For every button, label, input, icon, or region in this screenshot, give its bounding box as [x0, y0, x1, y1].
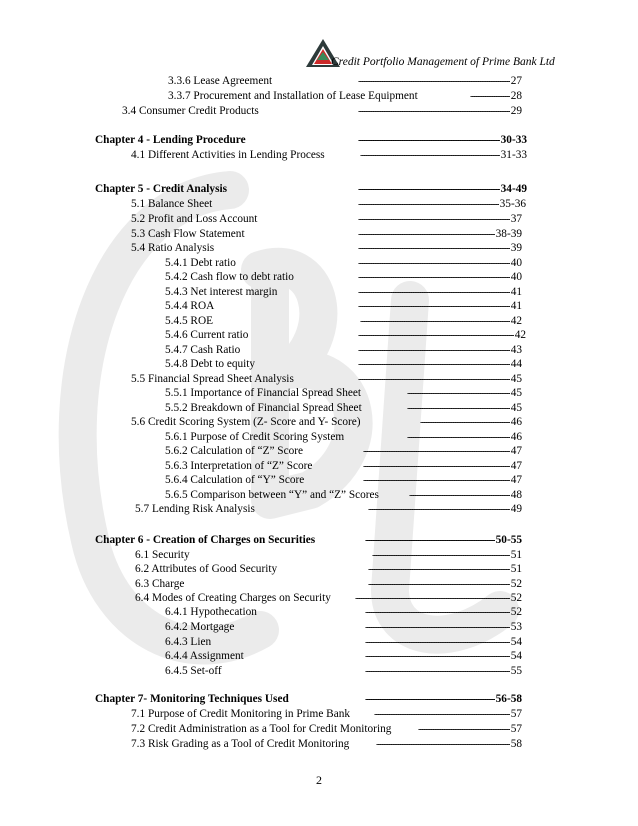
toc-dot-leader: [374, 707, 510, 721]
toc-entry: [0, 707, 638, 721]
toc-entry-title: 5.3 Cash Flow Statement: [131, 228, 245, 240]
toc-dot-leader: [358, 197, 499, 211]
toc-entry: [0, 357, 638, 371]
toc-dot-leader: [358, 212, 510, 226]
toc-dot-leader: [368, 562, 510, 576]
toc-dot-leader: [365, 605, 510, 619]
toc-entry: [0, 722, 638, 736]
toc-entry-page: 52: [510, 606, 522, 618]
toc-entry-page: 27: [510, 75, 522, 87]
toc-entry-page: 45: [510, 387, 522, 399]
toc-entry-title: 6.1 Security: [135, 549, 190, 561]
page-number: 2: [316, 773, 322, 787]
toc-entry: [0, 444, 638, 458]
toc-entry-page: 48: [510, 489, 522, 501]
toc-entry-page: 47: [510, 474, 522, 486]
toc-entry-title: 6.4.1 Hypothecation: [165, 606, 257, 618]
toc-entry: [0, 488, 638, 502]
toc-entry-page: 54: [510, 636, 522, 648]
toc-entry-title: 5.4.7 Cash Ratio: [165, 344, 241, 356]
toc-entry-title: 6.4.2 Mortgage: [165, 621, 235, 633]
toc-dot-leader: [358, 343, 510, 357]
toc-entry: [0, 401, 638, 415]
toc-dot-leader: [363, 459, 510, 473]
toc-chapter-entry: [0, 692, 638, 706]
toc-entry-page: 30-33: [500, 134, 527, 146]
toc-entry-title: Chapter 4 - Lending Procedure: [95, 134, 246, 146]
toc-entry-page: 41: [510, 300, 522, 312]
toc-entry-page: 52: [510, 592, 522, 604]
toc-entry-page: 49: [510, 503, 522, 515]
toc-entry-title: 5.4.5 ROE: [165, 315, 214, 327]
toc-dot-leader: [358, 256, 510, 270]
toc-entry-page: 47: [510, 445, 522, 457]
toc-entry-title: 4.1 Different Activities in Lending Process: [131, 149, 325, 161]
toc-entry: [0, 664, 638, 678]
toc-entry: [0, 620, 638, 634]
toc-entry-page: 50-55: [495, 534, 522, 546]
toc-entry-page: 39: [510, 242, 522, 254]
toc-entry: [0, 212, 638, 226]
toc-entry: [0, 74, 638, 88]
toc-dot-leader: [420, 415, 510, 429]
toc-entry-page: 43: [510, 344, 522, 356]
toc-entry-title: 5.7 Lending Risk Analysis: [135, 503, 255, 515]
toc-entry: [0, 285, 638, 299]
toc-dot-leader: [407, 386, 510, 400]
toc-entry-page: 42: [514, 329, 526, 341]
toc-entry-page: 46: [510, 431, 522, 443]
toc-dot-leader: [365, 649, 510, 663]
toc-entry: [0, 89, 638, 103]
toc-entry: [0, 548, 638, 562]
toc-entry-title: 5.6.2 Calculation of “Z” Score: [165, 445, 304, 457]
toc-entry: [0, 328, 638, 342]
toc-entry-page: 29: [510, 105, 522, 117]
toc-entry-title: 6.4.3 Lien: [165, 636, 212, 648]
toc-entry-page: 41: [510, 286, 522, 298]
toc-entry-title: Chapter 6 - Creation of Charges on Securities: [95, 534, 316, 546]
toc-dot-leader: [358, 299, 510, 313]
toc-dot-leader: [358, 328, 514, 342]
toc-entry-page: 40: [510, 271, 522, 283]
toc-chapter-entry: [0, 533, 638, 547]
toc-entry-title: 7.3 Risk Grading as a Tool of Credit Monitoring: [131, 738, 350, 750]
toc-entry: [0, 562, 638, 576]
toc-dot-leader: [407, 401, 510, 415]
toc-entry-page: 34-49: [500, 183, 527, 195]
toc-dot-leader: [358, 74, 510, 88]
toc-entry: [0, 241, 638, 255]
toc-dot-leader: [365, 664, 510, 678]
toc-entry-title: 5.4.6 Current ratio: [165, 329, 249, 341]
toc-entry-title: 5.4 Ratio Analysis: [131, 242, 215, 254]
running-header: Credit Portfolio Management of Prime Bank Ltd: [331, 56, 555, 68]
toc-entry: [0, 591, 638, 605]
toc-dot-leader: [372, 548, 510, 562]
toc-entry: [0, 343, 638, 357]
toc-entry-title: 5.6.4 Calculation of “Y” Score: [165, 474, 305, 486]
toc-entry-title: 5.4.8 Debt to equity: [165, 358, 256, 370]
toc-entry-title: 5.5.1 Importance of Financial Spread Sheet: [165, 387, 362, 399]
toc-entry: [0, 635, 638, 649]
toc-entry: [0, 227, 638, 241]
toc-dot-leader: [365, 620, 510, 634]
toc-entry-page: 42: [510, 315, 522, 327]
toc-dot-leader: [360, 314, 510, 328]
toc-chapter-entry: [0, 182, 638, 196]
toc-entry-page: 45: [510, 402, 522, 414]
toc-entry-page: 28: [510, 90, 522, 102]
toc-dot-leader: [358, 133, 500, 147]
toc-entry: [0, 104, 638, 118]
toc-entry-page: 40: [510, 257, 522, 269]
toc-dot-leader: [358, 357, 510, 371]
toc-entry-title: Chapter 5 - Credit Analysis: [95, 183, 228, 195]
toc-entry-page: 45: [510, 373, 522, 385]
toc-entry-title: 6.3 Charge: [135, 578, 185, 590]
toc-dot-leader: [365, 533, 495, 547]
toc-entry-title: 6.4.4 Assignment: [165, 650, 244, 662]
toc-entry-title: 3.3.7 Procurement and Installation of Lease Equipment: [168, 90, 418, 102]
toc-entry-page: 53: [510, 621, 522, 633]
toc-dot-leader: [358, 227, 495, 241]
toc-entry: [0, 415, 638, 429]
toc-entry: [0, 459, 638, 473]
toc-dot-leader: [358, 285, 510, 299]
toc-dot-leader: [365, 635, 510, 649]
toc-dot-leader: [418, 722, 510, 736]
toc-entry-page: 51: [510, 549, 522, 561]
toc-entry: [0, 737, 638, 751]
toc-entry-title: 5.5 Financial Spread Sheet Analysis: [131, 373, 294, 385]
toc-dot-leader: [358, 372, 510, 386]
toc-entry-page: 35-36: [499, 198, 526, 210]
toc-dot-leader: [470, 89, 510, 103]
toc-entry-title: 7.1 Purpose of Credit Monitoring in Prime Bank: [131, 708, 351, 720]
toc-dot-leader: [409, 488, 510, 502]
toc-entry-title: 5.4.1 Debt ratio: [165, 257, 236, 269]
toc-entry: [0, 502, 638, 516]
toc-entry: [0, 386, 638, 400]
toc-entry-page: 54: [510, 650, 522, 662]
toc-entry-title: 5.4.4 ROA: [165, 300, 215, 312]
toc-chapter-entry: [0, 133, 638, 147]
toc-entry-title: 7.2 Credit Administration as a Tool for Credit Monitoring: [131, 723, 392, 735]
toc-entry-title: 3.3.6 Lease Agreement: [168, 75, 273, 87]
toc-entry: [0, 473, 638, 487]
toc-entry-title: 5.5.2 Breakdown of Financial Spread Sheet: [165, 402, 362, 414]
toc-entry-page: 31-33: [500, 149, 527, 161]
toc-entry-title: 3.4 Consumer Credit Products: [122, 105, 259, 117]
toc-entry-title: 5.6.3 Interpretation of “Z” Score: [165, 460, 313, 472]
toc-entry: [0, 372, 638, 386]
toc-entry-page: 55: [510, 665, 522, 677]
toc-dot-leader: [407, 430, 510, 444]
toc-entry-page: 57: [510, 708, 522, 720]
toc-entry-page: 58: [510, 738, 522, 750]
toc-entry-title: 5.4.3 Net interest margin: [165, 286, 278, 298]
toc-entry-page: 47: [510, 460, 522, 472]
toc-entry-page: 46: [510, 416, 522, 428]
toc-entry: [0, 605, 638, 619]
toc-entry-title: 5.2 Profit and Loss Account: [131, 213, 258, 225]
toc-entry: [0, 256, 638, 270]
toc-dot-leader: [368, 502, 510, 516]
toc-entry: [0, 148, 638, 162]
toc-entry-page: 57: [510, 723, 522, 735]
toc-dot-leader: [358, 104, 510, 118]
toc-entry-title: 5.1 Balance Sheet: [131, 198, 213, 210]
toc-dot-leader: [358, 241, 510, 255]
toc-entry: [0, 299, 638, 313]
toc-entry-page: 56-58: [495, 693, 522, 705]
toc-entry-title: 6.4 Modes of Creating Charges on Security: [135, 592, 331, 604]
toc-entry-title: 5.4.2 Cash flow to debt ratio: [165, 271, 294, 283]
toc-dot-leader: [358, 270, 510, 284]
toc-entry-page: 44: [510, 358, 522, 370]
toc-entry: [0, 270, 638, 284]
toc-dot-leader: [363, 444, 510, 458]
toc-dot-leader: [376, 737, 510, 751]
toc-entry-title: 6.2 Attributes of Good Security: [135, 563, 278, 575]
toc-dot-leader: [365, 692, 495, 706]
toc-dot-leader: [363, 473, 510, 487]
toc-entry: [0, 577, 638, 591]
toc-entry: [0, 314, 638, 328]
toc-entry-title: 5.6.1 Purpose of Credit Scoring System: [165, 431, 345, 443]
toc-entry-page: 51: [510, 563, 522, 575]
toc-dot-leader: [358, 182, 500, 196]
toc-dot-leader: [360, 148, 500, 162]
toc-entry-page: 37: [510, 213, 522, 225]
toc-entry-page: 52: [510, 578, 522, 590]
toc-entry-page: 38-39: [495, 228, 522, 240]
toc-entry: [0, 197, 638, 211]
toc-entry-title: 6.4.5 Set-off: [165, 665, 222, 677]
toc-dot-leader: [368, 577, 510, 591]
toc-entry-title: 5.6 Credit Scoring System (Z- Score and Y- Score): [131, 416, 361, 428]
toc-entry: [0, 649, 638, 663]
toc-dot-leader: [355, 591, 510, 605]
toc-entry-title: Chapter 7- Monitoring Techniques Used: [95, 693, 289, 705]
toc-entry-title: 5.6.5 Comparison between “Y” and “Z” Scores: [165, 489, 379, 501]
toc-entry: [0, 430, 638, 444]
